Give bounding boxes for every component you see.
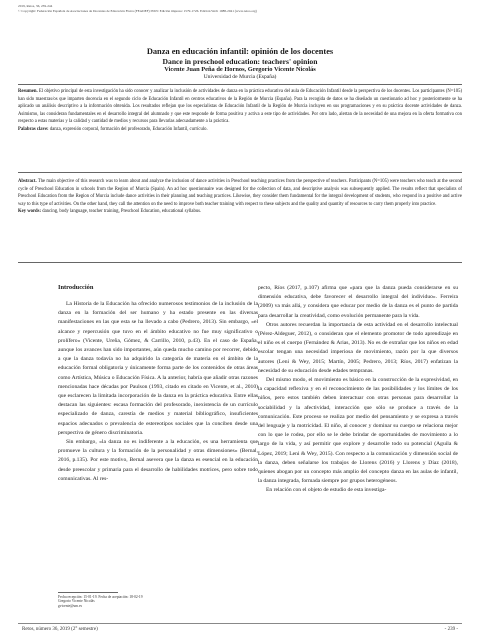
divider-bottom bbox=[18, 262, 462, 263]
abstract-label: Abstract. bbox=[18, 179, 37, 184]
body-column-left bbox=[58, 300, 258, 484]
article-title-english: Dance in preschool education: teachers' opinion bbox=[162, 57, 318, 66]
divider-middle bbox=[18, 172, 462, 173]
abstract-block bbox=[18, 178, 462, 216]
copyright-line: © Copyright: Federación Española de Asociaciones de Docentes de Educación Física (FEADEF) ISSN: Edición impresa: 1579-1726. Edición Web: 1988-2041 (www.retos.org) bbox=[18, 8, 257, 13]
abstract-text: The main objective of this research was to learn about and analyze the inclusion of dance activities in Preschool teaching practices from the perspective of teachers. Participants (N=105) were teachers who teach at the second cycle of Preschool Education in schools from the Region of Murcia (Spain). An ad hoc questionnaire was designed for the collection of data, and descriptive analysis was subsequently applied. The results reflect that specialists of Preschool Education from the Region of Murcia include dance activities in their planning and teaching practices. Likewise, they consider them fundamental for the integral development of students, who respond in a positive and active way to this type of activities. On the other hand, they call the attention on the need to improve both teacher training with respect to these subjects and the quality and quantity of resources to carry them properly into practice. bbox=[18, 179, 463, 207]
footnote-divider bbox=[58, 592, 118, 593]
journal-citation: 2019, Retos, 36, 239-244 bbox=[18, 4, 53, 8]
title-block bbox=[40, 47, 440, 81]
body-paragraph: Del mismo modo, el movimiento es básico en la construcción de la expresividad, en la capacidad reflexiva y en el reconocimiento de las posibilidades y los límites de los niños, pero estos también deben interactuar con otras personas para desarrollar la sociabilidad y la afectividad, interacción que sólo se produce a través de la comunicación. Este proceso se realiza por medio del pensamiento y se expresa a través del lenguaje y la motricidad. El niño, al conocer y dominar su cuerpo se relaciona mejor con lo que le rodea, por ello se le debe brindar de oportunidades de movimiento a lo largo de la vida, y así permitir que explore y desarrolle todo su potencial (Aguila & López, 2019; Leni & Wey, 2015). Con respecto a la comunicación y dimensión social de la danza, deben señalarse los trabajos de Llorens (2016) y Llorens y Díaz (2018), quienes abogan por un concepto más amplio del concepto danza en las aulas de infantil, la danza integrada, formada siempre por grupos heterogéneos. bbox=[258, 377, 458, 485]
author-list: Vicente Juan Peña de Hornos, Gregorio Vicente Nicolás bbox=[164, 66, 316, 73]
footer-journal-issue: Retos, número 36, 2019 (2° semestre) bbox=[22, 627, 98, 632]
palabras-clave-label: Palabras clave: bbox=[18, 126, 49, 132]
resumen-block bbox=[18, 88, 462, 134]
keywords-label: Key words: bbox=[18, 209, 42, 215]
palabras-clave-text: danza, expresión corporal, formación del profesorado, Educación Infantil, currículo. bbox=[49, 126, 208, 132]
body-paragraph: pecto, Ríos (2017, p.107) afirma que «para que la danza pueda considerarse en su dimensión educativa, debe favorecer el desarrollo integral del individuo». Ferreira (2009) va más allá, y considera que educar por medio de la danza es el punto de partida para desarrollar la creatividad, como evolución permanente para la vida. bbox=[258, 285, 458, 319]
footnote-email: gvicente@um.es bbox=[58, 603, 82, 608]
resumen-label: Resumen. bbox=[18, 89, 38, 94]
body-paragraph: La Historia de la Educación ha ofrecido numerosos testimonios de la inclusión de la danza en la formación del ser humano y ha estado presente en las diversas manifestaciones en las que esta se ha llevado a cabo (Pedrero, 2013). Sin embargo, «el alcance y repercusión que tuvo en el ámbito educativo no fue muy significativo o prolífero» (Vicente, Ureña, Gómez, & Carrillo, 2010, p.43). En el caso de España, aunque los avances han sido importantes, aún queda mucho camino por recorrer, debido a que la danza todavía no ha adquirido la categoría de materia en el ámbito de la educación formal obligatoria y únicamente forma parte de los contenidos de otras áreas como Artística, Música o Educación Física. A la anterior, habría que añadir otras razones mencionadas hace décadas por Paulson (1993, citado en citado en Vicente, et al., 2010) que esclarecen la limitada incorporación de la danza en la práctica educativa. Entre ellas destacan las siguientes: escasa formación del profesorado, inexistencia de un currículo especializado de danza, carestía de medios y material bibliográfico, insuficientes espacios adecuados o prevalencia de estereotipos sociales que la conciben desde una perspectiva de género discriminatoria. bbox=[58, 301, 258, 436]
body-paragraph: En relación con el objeto de estudio de esta investiga- bbox=[266, 487, 387, 494]
article-title-spanish: Danza en educación infantil: opinión de los docentes bbox=[146, 47, 334, 56]
body-paragraph: Otros autores recuerdan la importancia de esta actividad en el desarrollo intelectual (Pérez-Aldeguer, 2012), o consideran que el elemento promotor de todo aprendizaje en el niño es el cuerpo (Fernández & Arias, 2013). No es de extrañar que los niños en edad escolar tengan una necesidad imperiosa de movimiento, razón por la que diversos autores (Leni & Wey, 2015; Martín, 2005; Pedrero, 2013; Ríos, 2017) enfatizan la necesidad de su educación desde edades tempranas. bbox=[258, 321, 458, 374]
footer-divider bbox=[18, 623, 462, 624]
divider-top bbox=[18, 84, 462, 85]
body-column-right bbox=[258, 284, 458, 496]
body-paragraph: Sin embargo, «la danza no es indiferente a la educación, es una herramienta que promueve la cultura y la formación de la personalidad y otras dimensiones» (Bernal, 2016, p.135). Por este motivo, Bernal asevera que la danza es esencial en la educación desde preescolar y primaria para el desarrollo de habilidades motrices, pero sobre todo comunicativas. Al res- bbox=[58, 439, 258, 482]
footnote bbox=[58, 595, 258, 608]
author-affiliation: Universidad de Murcia (España) bbox=[203, 74, 277, 80]
page-number: - 239 - bbox=[444, 627, 458, 632]
keywords-text: dancing, body language, teacher training, Preschool Education, educational syllabus. bbox=[42, 209, 202, 215]
footnote-dates: Fecha recepción: 15-01-19. Fecha de aceptación: 18-02-19 bbox=[58, 595, 143, 599]
footnote-author: Gregorio Vicente Nicolás bbox=[58, 599, 95, 604]
section-heading-introduccion: Introducción bbox=[58, 284, 94, 291]
resumen-text: El objetivo principal de esta investigación ha sido conocer y analizar la inclusión de actividades de danza en la práctica educativa del aula de Educación Infantil desde la perspectiva de los docentes. Los participantes (N=105) han sido maestras/os que imparten docencia en el segundo ciclo de Educación Infantil en centros educativos de la Región de Murcia (España). Para la recogida de datos se ha diseñado un cuestionario ad hoc y posteriormente se ha aplicado un análisis descriptivo a la información obtenida. Los resultados reflejan que los especialistas de Educación Infantil de la Región de Murcia incluyen en sus programaciones y en su práctica docente actividades de danza. Asimismo, las consideran fundamentales en el desarrollo integral del alumnado y que este responde de forma positiva y activa a este tipo de actividades. Por otro lado, alertan de la necesidad de una mejora en la oferta formativa con respecto a estas materias y la calidad y cantidad de medios y recursos para llevarlas adecuadamente a la práctica. bbox=[18, 89, 463, 125]
journal-header bbox=[18, 4, 468, 13]
